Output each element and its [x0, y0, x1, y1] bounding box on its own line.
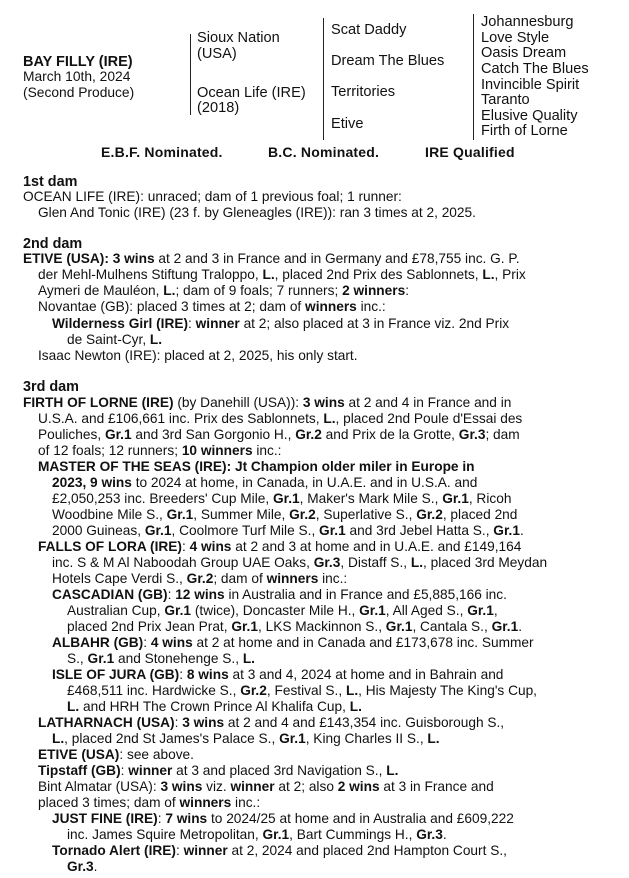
wilderness-girl-line-2: de Saint-Cyr, L.	[67, 332, 163, 347]
tipstaff-line: Tipstaff (GB): winner at 3 and placed 3rd Navigation S., L.	[38, 763, 399, 778]
second-dam-line-2: der Mehl-Mulhens Stiftung Traloppo, L., placed 2nd Prix des Sablonnets, L., Prix	[38, 267, 526, 282]
master-of-the-seas-line-4: Woodbine Mile S., Gr.1, Summer Mile, Gr.2, Superlative S., Gr.2, placed 2nd	[52, 507, 518, 522]
falls-of-lora-line-3: Hotels Cape Verdi S., Gr.2; dam of winners inc.:	[52, 571, 348, 586]
divider-sire	[190, 34, 191, 115]
master-of-the-seas-line-2: 2023, 9 wins to 2024 at home, in Canada, in U.A.E. and in U.S.A. and	[52, 475, 478, 490]
great-grandparent-1: Johannesburg	[481, 14, 574, 30]
great-grandparent-8: Firth of Lorne	[481, 123, 568, 139]
falls-of-lora-line-2: inc. S & M Al Naboodah Group UAE Oaks, Gr.3, Distaff S., L., placed 3rd Meydan	[52, 555, 548, 570]
bint-almatar-line-1: Bint Almatar (USA): 3 wins viz. winner at 2; also 2 wins at 3 in France and	[38, 779, 494, 794]
bint-almatar-line-2: placed 3 times; dam of winners inc.:	[38, 795, 261, 810]
foaling-date: March 10th, 2024	[23, 69, 131, 84]
great-grandparent-3: Oasis Dream	[481, 45, 567, 61]
just-fine-line-2: inc. James Squire Metropolitan, Gr.1, Bart Cummings H., Gr.3.	[67, 827, 447, 842]
great-grandparent-2: Love Style	[481, 30, 550, 46]
divider-great-grandsires	[473, 14, 474, 140]
just-fine-line-1: JUST FINE (IRE): 7 wins to 2024/25 at home and in Australia and £609,222	[52, 811, 514, 826]
great-grandparent-4: Catch The Blues	[481, 61, 589, 77]
sire-name: Sioux Nation	[197, 30, 280, 46]
dam-year: (2018)	[197, 100, 240, 116]
great-grandparent-5: Invincible Spirit	[481, 77, 580, 93]
second-dam-line-3: Aymeri de Mauléon, L.; dam of 9 foals; 7 runners; 2 winners:	[38, 283, 410, 298]
second-dam-foal-isaac-newton: Isaac Newton (IRE): placed at 2, 2025, his only start.	[38, 348, 358, 363]
tornado-alert-line-2: Gr.3.	[67, 859, 98, 874]
section-first-dam: 1st dam	[23, 174, 78, 190]
albahr-line-1: ALBAHR (GB): 4 wins at 2 at home and in Canada and £173,678 inc. Summer	[52, 635, 534, 650]
ire-qualified: IRE Qualified	[425, 144, 515, 160]
first-dam-produce-line: Glen And Tonic (IRE) (23 f. by Gleneagles (IRE)): ran 3 times at 2, 2025.	[38, 205, 476, 220]
sire-country: (USA)	[197, 46, 237, 62]
second-dam-foal-novantae: Novantae (GB): placed 3 times at 2; dam of winners inc.:	[38, 299, 386, 314]
cascadian-line-3: placed 2nd Prix Jean Prat, Gr.1, LKS Mackinnon S., Gr.1, Cantala S., Gr.1.	[67, 619, 523, 634]
grandsire-1: Scat Daddy	[331, 22, 407, 38]
albahr-line-2: S., Gr.1 and Stonehenge S., L.	[67, 651, 255, 666]
cascadian-line-1: CASCADIAN (GB): 12 wins in Australia and in France and £5,885,166 inc.	[52, 587, 507, 602]
isle-of-jura-line-3: L. and HRH The Crown Prince Al Khalifa Cup, L.	[67, 699, 362, 714]
third-dam-line-2: U.S.A. and £106,661 inc. Prix des Sablonnets, L., placed 2nd Poule d'Essai des	[38, 411, 523, 426]
divider-grandsires	[323, 18, 324, 140]
horse-name: BAY FILLY (IRE)	[23, 54, 133, 70]
master-of-the-seas-line-1: MASTER OF THE SEAS (IRE): Jt Champion older miler in Europe in	[38, 459, 475, 474]
produce-note: (Second Produce)	[23, 85, 135, 100]
granddam-2: Etive	[331, 116, 364, 132]
great-grandparent-6: Taranto	[481, 92, 530, 108]
tornado-alert-line-1: Tornado Alert (IRE): winner at 2, 2024 and placed 2nd Hampton Court S.,	[52, 843, 507, 858]
latharnach-line-2: L., placed 2nd St James's Palace S., Gr.1, King Charles II S., L.	[52, 731, 440, 746]
etive-ref-line: ETIVE (USA): see above.	[38, 747, 194, 762]
master-of-the-seas-line-5: 2000 Guineas, Gr.1, Coolmore Turf Mile S., Gr.1 and 3rd Jebel Hatta S., Gr.1.	[52, 523, 524, 538]
latharnach-line-1: LATHARNACH (USA): 3 wins at 2 and 4 and £143,354 inc. Guisborough S.,	[38, 715, 505, 730]
second-dam-line-1: ETIVE (USA): 3 wins at 2 and 3 in France and in Germany and £78,755 inc. G. P.	[23, 251, 520, 266]
section-second-dam: 2nd dam	[23, 236, 83, 252]
third-dam-line-1: FIRTH OF LORNE (IRE) (by Danehill (USA)): 3 wins at 2 and 4 in France and in	[23, 395, 512, 410]
ebf-nomination: E.B.F. Nominated.	[101, 144, 223, 160]
dam-name: Ocean Life (IRE)	[197, 85, 306, 101]
isle-of-jura-line-2: £468,511 inc. Hardwicke S., Gr.2, Festival S., L., His Majesty The King's Cup,	[67, 683, 537, 698]
master-of-the-seas-line-3: £2,050,253 inc. Breeders' Cup Mile, Gr.1, Maker's Mark Mile S., Gr.1, Ricoh	[52, 491, 512, 506]
first-dam-line: OCEAN LIFE (IRE): unraced; dam of 1 previous foal; 1 runner:	[23, 189, 402, 204]
falls-of-lora-line-1: FALLS OF LORA (IRE): 4 wins at 2 and 3 at home and in U.A.E. and £149,164	[38, 539, 522, 554]
third-dam-line-3: Pouliches, Gr.1 and 3rd San Gorgonio H., Gr.2 and Prix de la Grotte, Gr.3; dam	[38, 427, 520, 442]
isle-of-jura-line-1: ISLE OF JURA (GB): 8 wins at 3 and 4, 2024 at home and in Bahrain and	[52, 667, 504, 682]
bc-nomination: B.C. Nominated.	[268, 144, 380, 160]
grandsire-2: Territories	[331, 84, 396, 100]
cascadian-line-2: Australian Cup, Gr.1 (twice), Doncaster Mile H., Gr.1, All Aged S., Gr.1,	[67, 603, 498, 618]
third-dam-line-4: of 12 foals; 12 runners; 10 winners inc.:	[38, 443, 282, 458]
great-grandparent-7: Elusive Quality	[481, 108, 578, 124]
second-dam-foal-wilderness-girl: Wilderness Girl (IRE): winner at 2; also placed at 3 in France viz. 2nd Prix	[52, 316, 510, 331]
granddam-1: Dream The Blues	[331, 53, 445, 69]
section-third-dam: 3rd dam	[23, 379, 79, 395]
